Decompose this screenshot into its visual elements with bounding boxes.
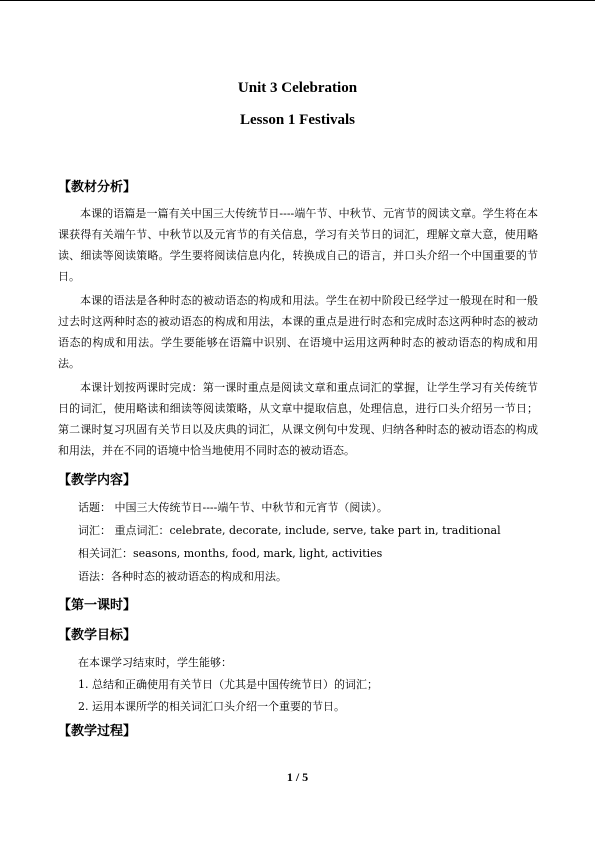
content-vocab-line: 词汇： 重点词汇：celebrate, decorate, include, serve, take part in, traditional	[78, 524, 501, 537]
section-heading-content: 【教学内容】	[58, 473, 137, 488]
objective-item-2: 2. 运用本课所学的相关词汇口头介绍一个重要的节日。	[78, 700, 345, 713]
section-heading-objectives: 【教学目标】	[58, 628, 137, 643]
content-grammar-line: 语法：各种时态的被动语态的构成和用法。	[78, 570, 287, 583]
section-heading-first-period: 【第一课时】	[58, 598, 137, 613]
section-heading-analysis: 【教材分析】	[58, 180, 137, 195]
content-topic-line: 话题： 中国三大传统节日----端午节、中秋节和元宵节（阅读）。	[78, 501, 388, 514]
objective-item-1: 1. 总结和正确使用有关节日（尤其是中国传统节日）的词汇；	[78, 678, 378, 691]
objectives-intro: 在本课学习结束时，学生能够：	[78, 656, 232, 669]
analysis-paragraph-1: 本课的语篇是一篇有关中国三大传统节日----端午节、中秋节、元宵节的阅读文章。学生将在本课获得有关端午节、中秋节以及元宵节的有关信息，学习有关节日的词汇，理解文章大意，使用略读、细读等阅读策略。学生要将阅读信息内化，转换成自己的语言，并口头介绍一个中国重要的节日。	[58, 207, 538, 283]
analysis-paragraph-2: 本课的语法是各种时态的被动语态的构成和用法。学生在初中阶段已经学过一般现在时和一般过去时这两种时态的被动语态的构成和用法，本课的重点是进行时态和完成时态这两种时态的被动语态的构成和用法。学生要能够在语篇中识别、在语境中运用这两种时态的被动语态的构成和用法。	[58, 294, 538, 370]
section-heading-process: 【教学过程】	[58, 724, 137, 739]
document-title: Unit 3 Celebration	[237, 80, 358, 96]
content-related-vocab-line: 相关词汇：seasons, months, food, mark, light, activities	[78, 547, 383, 560]
analysis-paragraph-3: 本课计划按两课时完成：第一课时重点是阅读文章和重点词汇的掌握，让学生学习有关传统节日的词汇，使用略读和细读等阅读策略，从文章中提取信息，处理信息，进行口头介绍另一节日；第二课时复习巩固有关节日以及庆典的词汇，从课文例句中发现、归纳各种时态的被动语态的构成和用法，并在不同的语境中恰当地使用不同时态的被动语态。	[58, 381, 538, 457]
top-rule	[0, 0, 595, 1]
page-number: 1 / 5	[286, 770, 309, 784]
document-subtitle: Lesson 1 Festivals	[239, 112, 355, 128]
